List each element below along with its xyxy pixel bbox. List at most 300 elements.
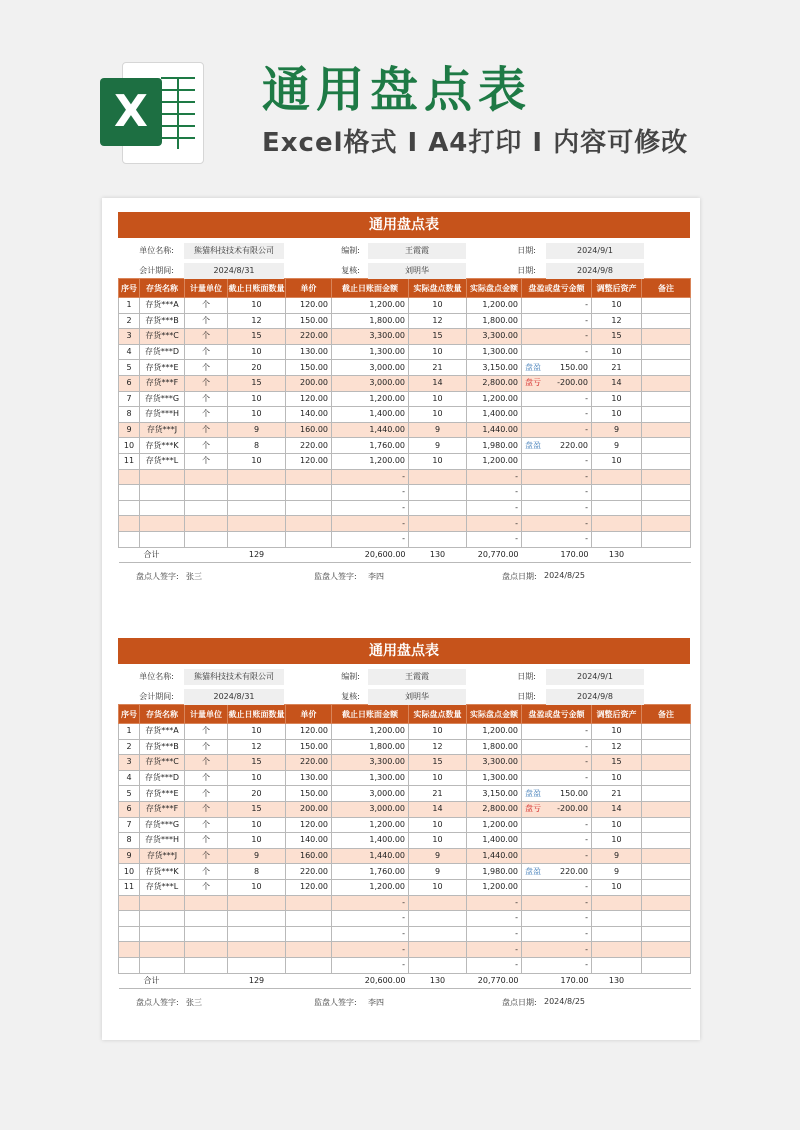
cell-gain-loss[interactable] — [522, 313, 592, 329]
cell-actual-qty[interactable] — [409, 500, 467, 516]
cell-unit-price[interactable]: 150.00 — [286, 786, 332, 802]
cell-unit-price[interactable]: 150.00 — [286, 360, 332, 376]
cell-item-name[interactable] — [140, 895, 185, 911]
cell-unit[interactable]: 个 — [185, 453, 228, 469]
cell-book-amount[interactable]: - — [332, 485, 409, 501]
cell-actual-amount[interactable]: 3,150.00 — [467, 360, 522, 376]
cell-remark[interactable] — [642, 957, 691, 973]
cell-unit[interactable]: 个 — [185, 879, 228, 895]
cell-gain-loss[interactable] — [522, 375, 592, 391]
cell-adjusted-qty[interactable]: 21 — [592, 360, 642, 376]
reviewer-value[interactable]: 刘明华 — [368, 689, 466, 705]
cell-book-amount[interactable]: 3,300.00 — [332, 329, 409, 345]
cell-remark[interactable] — [642, 724, 691, 740]
cell-actual-qty[interactable]: 9 — [409, 864, 467, 880]
cell-unit[interactable] — [185, 531, 228, 547]
cell-gain-loss[interactable] — [522, 407, 592, 423]
cell-unit-price[interactable]: 130.00 — [286, 344, 332, 360]
cell-book-amount[interactable]: 1,200.00 — [332, 391, 409, 407]
cell-actual-amount[interactable]: - — [467, 911, 522, 927]
cell-index[interactable] — [119, 942, 140, 958]
cell-unit[interactable]: 个 — [185, 770, 228, 786]
cell-index[interactable]: 1 — [119, 724, 140, 740]
cell-unit[interactable]: 个 — [185, 739, 228, 755]
cell-remark[interactable] — [642, 344, 691, 360]
cell-index[interactable] — [119, 911, 140, 927]
cell-unit[interactable]: 个 — [185, 329, 228, 345]
cell-adjusted-qty[interactable] — [592, 957, 642, 973]
cell-item-name[interactable] — [140, 957, 185, 973]
cell-actual-qty[interactable]: 10 — [409, 833, 467, 849]
cell-adjusted-qty[interactable] — [592, 500, 642, 516]
cell-item-name[interactable]: 存货***E — [140, 786, 185, 802]
period-value[interactable]: 2024/8/31 — [184, 263, 284, 279]
cell-remark[interactable] — [642, 848, 691, 864]
column-header[interactable]: 计量单位 — [185, 279, 228, 298]
cell-book-amount[interactable]: - — [332, 531, 409, 547]
cell-actual-amount[interactable]: - — [467, 485, 522, 501]
cell-actual-qty[interactable]: 14 — [409, 801, 467, 817]
cell-index[interactable] — [119, 500, 140, 516]
cell-item-name[interactable]: 存货***K — [140, 438, 185, 454]
cell-actual-qty[interactable]: 9 — [409, 422, 467, 438]
cell-item-name[interactable] — [140, 485, 185, 501]
cell-unit[interactable] — [185, 469, 228, 485]
company-value[interactable]: 熊猫科技技术有限公司 — [184, 243, 284, 259]
date2-value[interactable]: 2024/9/8 — [546, 689, 644, 705]
cell-item-name[interactable]: 存货***A — [140, 724, 185, 740]
cell-book-amount[interactable]: - — [332, 469, 409, 485]
cell-index[interactable]: 1 — [119, 298, 140, 314]
cell-unit[interactable]: 个 — [185, 848, 228, 864]
reviewer-value[interactable]: 刘明华 — [368, 263, 466, 279]
cell-index[interactable]: 2 — [119, 313, 140, 329]
cell-index[interactable]: 5 — [119, 786, 140, 802]
cell-unit[interactable] — [185, 500, 228, 516]
cell-index[interactable] — [119, 926, 140, 942]
cell-remark[interactable] — [642, 755, 691, 771]
cell-actual-qty[interactable]: 10 — [409, 453, 467, 469]
cell-unit-price[interactable] — [286, 469, 332, 485]
cell-adjusted-qty[interactable]: 9 — [592, 848, 642, 864]
cell-index[interactable]: 7 — [119, 817, 140, 833]
cell-item-name[interactable] — [140, 469, 185, 485]
cell-book-amount[interactable]: 1,200.00 — [332, 817, 409, 833]
cell-unit-price[interactable]: 150.00 — [286, 739, 332, 755]
cell-item-name[interactable]: 存货***C — [140, 329, 185, 345]
counter-name[interactable]: 张三 — [186, 572, 202, 582]
cell-remark[interactable] — [642, 516, 691, 532]
cell-remark[interactable] — [642, 391, 691, 407]
cell-adjusted-qty[interactable] — [592, 531, 642, 547]
cell-unit-price[interactable] — [286, 500, 332, 516]
cell-actual-qty[interactable] — [409, 911, 467, 927]
cell-item-name[interactable]: 存货***J — [140, 422, 185, 438]
cell-adjusted-qty[interactable]: 21 — [592, 786, 642, 802]
cell-adjusted-qty[interactable]: 9 — [592, 438, 642, 454]
cell-book-qty[interactable]: 15 — [228, 375, 286, 391]
cell-remark[interactable] — [642, 801, 691, 817]
cell-index[interactable]: 11 — [119, 879, 140, 895]
cell-gain-loss[interactable] — [522, 516, 592, 532]
cell-actual-qty[interactable]: 10 — [409, 344, 467, 360]
editor-value[interactable]: 王霞霞 — [368, 669, 466, 685]
cell-index[interactable]: 9 — [119, 848, 140, 864]
cell-adjusted-qty[interactable]: 10 — [592, 453, 642, 469]
cell-actual-qty[interactable]: 10 — [409, 407, 467, 423]
column-header[interactable]: 备注 — [642, 279, 691, 298]
cell-book-qty[interactable] — [228, 485, 286, 501]
cell-unit[interactable]: 个 — [185, 801, 228, 817]
cell-item-name[interactable] — [140, 911, 185, 927]
cell-book-qty[interactable] — [228, 469, 286, 485]
cell-book-amount[interactable]: - — [332, 500, 409, 516]
cell-index[interactable]: 9 — [119, 422, 140, 438]
cell-book-qty[interactable]: 15 — [228, 329, 286, 345]
cell-index[interactable]: 3 — [119, 329, 140, 345]
cell-unit[interactable] — [185, 957, 228, 973]
cell-actual-amount[interactable]: 1,200.00 — [467, 298, 522, 314]
cell-adjusted-qty[interactable]: 10 — [592, 724, 642, 740]
column-header[interactable]: 盘盈或盘亏金额 — [522, 279, 592, 298]
cell-adjusted-qty[interactable]: 12 — [592, 313, 642, 329]
cell-unit-price[interactable]: 140.00 — [286, 833, 332, 849]
cell-gain-loss[interactable] — [522, 298, 592, 314]
cell-gain-loss[interactable] — [522, 848, 592, 864]
cell-actual-qty[interactable] — [409, 531, 467, 547]
column-header[interactable]: 序号 — [119, 705, 140, 724]
cell-unit[interactable]: 个 — [185, 724, 228, 740]
cell-gain-loss[interactable] — [522, 344, 592, 360]
cell-item-name[interactable]: 存货***G — [140, 817, 185, 833]
cell-actual-amount[interactable]: 1,200.00 — [467, 817, 522, 833]
cell-index[interactable]: 4 — [119, 770, 140, 786]
cell-book-qty[interactable]: 10 — [228, 391, 286, 407]
cell-item-name[interactable]: 存货***J — [140, 848, 185, 864]
cell-book-amount[interactable]: 1,200.00 — [332, 298, 409, 314]
cell-item-name[interactable]: 存货***D — [140, 770, 185, 786]
cell-actual-amount[interactable]: 1,800.00 — [467, 313, 522, 329]
cell-adjusted-qty[interactable] — [592, 926, 642, 942]
cell-item-name[interactable]: 存货***C — [140, 755, 185, 771]
counter-name[interactable]: 张三 — [186, 998, 202, 1008]
cell-index[interactable]: 5 — [119, 360, 140, 376]
count-date[interactable]: 2024/8/25 — [544, 571, 586, 581]
cell-actual-amount[interactable]: 2,800.00 — [467, 801, 522, 817]
cell-item-name[interactable]: 存货***H — [140, 407, 185, 423]
cell-remark[interactable] — [642, 485, 691, 501]
cell-actual-amount[interactable]: 3,150.00 — [467, 786, 522, 802]
cell-book-amount[interactable]: 1,300.00 — [332, 770, 409, 786]
cell-item-name[interactable] — [140, 926, 185, 942]
cell-remark[interactable] — [642, 864, 691, 880]
cell-actual-amount[interactable]: 1,980.00 — [467, 864, 522, 880]
cell-book-qty[interactable]: 15 — [228, 755, 286, 771]
cell-actual-amount[interactable]: - — [467, 500, 522, 516]
cell-actual-amount[interactable]: 1,200.00 — [467, 453, 522, 469]
cell-remark[interactable] — [642, 786, 691, 802]
cell-actual-amount[interactable]: - — [467, 895, 522, 911]
cell-unit[interactable]: 个 — [185, 755, 228, 771]
cell-unit[interactable]: 个 — [185, 313, 228, 329]
cell-unit-price[interactable]: 120.00 — [286, 879, 332, 895]
cell-item-name[interactable]: 存货***K — [140, 864, 185, 880]
cell-book-qty[interactable]: 10 — [228, 344, 286, 360]
cell-unit-price[interactable]: 120.00 — [286, 391, 332, 407]
cell-actual-amount[interactable]: 1,800.00 — [467, 739, 522, 755]
cell-item-name[interactable]: 存货***G — [140, 391, 185, 407]
cell-adjusted-qty[interactable] — [592, 942, 642, 958]
cell-unit-price[interactable] — [286, 926, 332, 942]
cell-actual-qty[interactable] — [409, 926, 467, 942]
cell-gain-loss[interactable] — [522, 422, 592, 438]
cell-book-amount[interactable]: - — [332, 926, 409, 942]
cell-index[interactable] — [119, 469, 140, 485]
cell-unit[interactable]: 个 — [185, 298, 228, 314]
cell-index[interactable]: 8 — [119, 833, 140, 849]
cell-unit[interactable]: 个 — [185, 422, 228, 438]
cell-item-name[interactable] — [140, 516, 185, 532]
cell-adjusted-qty[interactable]: 9 — [592, 864, 642, 880]
cell-actual-amount[interactable]: 1,440.00 — [467, 848, 522, 864]
cell-book-qty[interactable] — [228, 911, 286, 927]
cell-unit-price[interactable] — [286, 911, 332, 927]
cell-book-amount[interactable]: - — [332, 942, 409, 958]
cell-book-qty[interactable]: 10 — [228, 770, 286, 786]
cell-unit[interactable] — [185, 911, 228, 927]
cell-item-name[interactable]: 存货***F — [140, 801, 185, 817]
cell-index[interactable]: 7 — [119, 391, 140, 407]
cell-gain-loss[interactable] — [522, 770, 592, 786]
cell-gain-loss[interactable] — [522, 895, 592, 911]
cell-actual-qty[interactable] — [409, 469, 467, 485]
cell-actual-amount[interactable]: 1,200.00 — [467, 391, 522, 407]
cell-actual-amount[interactable]: 2,800.00 — [467, 375, 522, 391]
cell-gain-loss[interactable] — [522, 864, 592, 880]
cell-unit-price[interactable]: 160.00 — [286, 848, 332, 864]
cell-book-qty[interactable] — [228, 957, 286, 973]
cell-gain-loss[interactable] — [522, 453, 592, 469]
column-header[interactable]: 实际盘点金额 — [467, 279, 522, 298]
column-header[interactable]: 存货名称 — [140, 279, 185, 298]
cell-book-amount[interactable]: - — [332, 911, 409, 927]
column-header[interactable]: 截止日账面数量 — [228, 279, 286, 298]
cell-unit-price[interactable]: 120.00 — [286, 453, 332, 469]
cell-book-amount[interactable]: 1,400.00 — [332, 833, 409, 849]
cell-unit-price[interactable] — [286, 531, 332, 547]
cell-adjusted-qty[interactable]: 15 — [592, 329, 642, 345]
cell-book-amount[interactable]: 1,200.00 — [332, 453, 409, 469]
cell-unit-price[interactable]: 120.00 — [286, 817, 332, 833]
cell-gain-loss[interactable] — [522, 957, 592, 973]
cell-unit-price[interactable] — [286, 942, 332, 958]
cell-index[interactable]: 4 — [119, 344, 140, 360]
column-header[interactable]: 截止日账面数量 — [228, 705, 286, 724]
cell-actual-amount[interactable]: 1,980.00 — [467, 438, 522, 454]
cell-book-qty[interactable] — [228, 500, 286, 516]
cell-unit[interactable]: 个 — [185, 360, 228, 376]
cell-book-amount[interactable]: 3,000.00 — [332, 360, 409, 376]
cell-index[interactable]: 8 — [119, 407, 140, 423]
cell-book-amount[interactable]: 3,300.00 — [332, 755, 409, 771]
cell-unit[interactable] — [185, 926, 228, 942]
cell-actual-amount[interactable]: - — [467, 469, 522, 485]
cell-actual-qty[interactable]: 14 — [409, 375, 467, 391]
cell-item-name[interactable] — [140, 942, 185, 958]
period-value[interactable]: 2024/8/31 — [184, 689, 284, 705]
column-header[interactable]: 实际盘点数量 — [409, 279, 467, 298]
cell-book-qty[interactable]: 10 — [228, 453, 286, 469]
cell-actual-qty[interactable]: 12 — [409, 313, 467, 329]
cell-book-qty[interactable]: 10 — [228, 833, 286, 849]
cell-actual-qty[interactable] — [409, 957, 467, 973]
cell-unit-price[interactable]: 140.00 — [286, 407, 332, 423]
cell-adjusted-qty[interactable]: 10 — [592, 407, 642, 423]
cell-gain-loss[interactable] — [522, 329, 592, 345]
company-value[interactable]: 熊猫科技技术有限公司 — [184, 669, 284, 685]
cell-gain-loss[interactable] — [522, 360, 592, 376]
cell-unit[interactable]: 个 — [185, 391, 228, 407]
column-header[interactable]: 调整后资产 — [592, 279, 642, 298]
cell-index[interactable]: 2 — [119, 739, 140, 755]
cell-adjusted-qty[interactable] — [592, 895, 642, 911]
cell-book-amount[interactable]: 1,760.00 — [332, 864, 409, 880]
count-date[interactable]: 2024/8/25 — [544, 997, 586, 1007]
cell-adjusted-qty[interactable]: 10 — [592, 817, 642, 833]
cell-book-qty[interactable]: 8 — [228, 864, 286, 880]
cell-index[interactable] — [119, 957, 140, 973]
cell-actual-qty[interactable]: 21 — [409, 360, 467, 376]
cell-actual-qty[interactable]: 10 — [409, 879, 467, 895]
cell-index[interactable]: 11 — [119, 453, 140, 469]
cell-book-amount[interactable]: 3,000.00 — [332, 786, 409, 802]
cell-unit[interactable]: 个 — [185, 344, 228, 360]
cell-unit-price[interactable]: 120.00 — [286, 298, 332, 314]
cell-unit-price[interactable] — [286, 957, 332, 973]
cell-actual-qty[interactable]: 21 — [409, 786, 467, 802]
cell-unit[interactable]: 个 — [185, 833, 228, 849]
cell-gain-loss[interactable] — [522, 469, 592, 485]
cell-actual-amount[interactable]: - — [467, 531, 522, 547]
cell-book-amount[interactable]: 1,760.00 — [332, 438, 409, 454]
cell-item-name[interactable]: 存货***F — [140, 375, 185, 391]
cell-gain-loss[interactable] — [522, 942, 592, 958]
cell-gain-loss[interactable] — [522, 724, 592, 740]
cell-book-qty[interactable] — [228, 531, 286, 547]
cell-actual-qty[interactable]: 12 — [409, 739, 467, 755]
cell-adjusted-qty[interactable]: 14 — [592, 375, 642, 391]
column-header[interactable]: 截止日账面金额 — [332, 705, 409, 724]
cell-unit-price[interactable]: 220.00 — [286, 864, 332, 880]
cell-item-name[interactable]: 存货***A — [140, 298, 185, 314]
cell-remark[interactable] — [642, 298, 691, 314]
cell-item-name[interactable]: 存货***L — [140, 879, 185, 895]
cell-actual-qty[interactable]: 15 — [409, 329, 467, 345]
cell-actual-qty[interactable]: 10 — [409, 724, 467, 740]
cell-unit-price[interactable]: 150.00 — [286, 313, 332, 329]
cell-index[interactable]: 6 — [119, 375, 140, 391]
cell-actual-qty[interactable]: 9 — [409, 848, 467, 864]
cell-book-qty[interactable]: 15 — [228, 801, 286, 817]
cell-remark[interactable] — [642, 469, 691, 485]
supervisor-name[interactable]: 李四 — [368, 572, 384, 582]
cell-adjusted-qty[interactable]: 10 — [592, 298, 642, 314]
cell-remark[interactable] — [642, 911, 691, 927]
cell-remark[interactable] — [642, 833, 691, 849]
column-header[interactable]: 计量单位 — [185, 705, 228, 724]
cell-index[interactable] — [119, 485, 140, 501]
cell-unit-price[interactable] — [286, 485, 332, 501]
editor-value[interactable]: 王霞霞 — [368, 243, 466, 259]
cell-item-name[interactable]: 存货***B — [140, 739, 185, 755]
column-header[interactable]: 盘盈或盘亏金额 — [522, 705, 592, 724]
cell-adjusted-qty[interactable] — [592, 911, 642, 927]
cell-remark[interactable] — [642, 942, 691, 958]
cell-unit-price[interactable]: 220.00 — [286, 329, 332, 345]
cell-actual-amount[interactable]: 1,200.00 — [467, 724, 522, 740]
cell-gain-loss[interactable] — [522, 391, 592, 407]
cell-unit[interactable]: 个 — [185, 864, 228, 880]
cell-index[interactable] — [119, 531, 140, 547]
cell-gain-loss[interactable] — [522, 739, 592, 755]
cell-item-name[interactable] — [140, 500, 185, 516]
cell-book-qty[interactable]: 10 — [228, 879, 286, 895]
date-value[interactable]: 2024/9/1 — [546, 669, 644, 685]
cell-actual-amount[interactable]: 1,440.00 — [467, 422, 522, 438]
column-header[interactable]: 备注 — [642, 705, 691, 724]
cell-gain-loss[interactable] — [522, 817, 592, 833]
cell-index[interactable]: 6 — [119, 801, 140, 817]
cell-book-amount[interactable]: 1,800.00 — [332, 313, 409, 329]
date-value[interactable]: 2024/9/1 — [546, 243, 644, 259]
cell-book-qty[interactable] — [228, 516, 286, 532]
cell-actual-amount[interactable]: - — [467, 957, 522, 973]
cell-actual-amount[interactable]: - — [467, 516, 522, 532]
cell-actual-amount[interactable]: 3,300.00 — [467, 329, 522, 345]
cell-book-qty[interactable]: 12 — [228, 739, 286, 755]
cell-adjusted-qty[interactable]: 10 — [592, 344, 642, 360]
cell-book-qty[interactable]: 20 — [228, 786, 286, 802]
cell-book-amount[interactable]: - — [332, 895, 409, 911]
cell-actual-qty[interactable]: 10 — [409, 817, 467, 833]
cell-adjusted-qty[interactable]: 10 — [592, 770, 642, 786]
column-header[interactable]: 序号 — [119, 279, 140, 298]
cell-adjusted-qty[interactable]: 10 — [592, 879, 642, 895]
cell-gain-loss[interactable] — [522, 911, 592, 927]
cell-adjusted-qty[interactable]: 12 — [592, 739, 642, 755]
cell-book-amount[interactable]: 1,200.00 — [332, 724, 409, 740]
cell-book-qty[interactable]: 20 — [228, 360, 286, 376]
cell-item-name[interactable]: 存货***B — [140, 313, 185, 329]
cell-gain-loss[interactable] — [522, 485, 592, 501]
cell-index[interactable]: 10 — [119, 864, 140, 880]
cell-actual-amount[interactable]: 1,400.00 — [467, 407, 522, 423]
cell-book-amount[interactable]: 1,400.00 — [332, 407, 409, 423]
cell-adjusted-qty[interactable]: 10 — [592, 833, 642, 849]
cell-index[interactable]: 10 — [119, 438, 140, 454]
cell-unit-price[interactable]: 220.00 — [286, 438, 332, 454]
column-header[interactable]: 实际盘点金额 — [467, 705, 522, 724]
cell-actual-qty[interactable] — [409, 516, 467, 532]
cell-remark[interactable] — [642, 739, 691, 755]
cell-book-amount[interactable]: 3,000.00 — [332, 375, 409, 391]
cell-index[interactable] — [119, 516, 140, 532]
cell-gain-loss[interactable] — [522, 926, 592, 942]
cell-unit[interactable] — [185, 895, 228, 911]
cell-unit[interactable] — [185, 485, 228, 501]
cell-actual-amount[interactable]: 1,400.00 — [467, 833, 522, 849]
column-header[interactable]: 存货名称 — [140, 705, 185, 724]
